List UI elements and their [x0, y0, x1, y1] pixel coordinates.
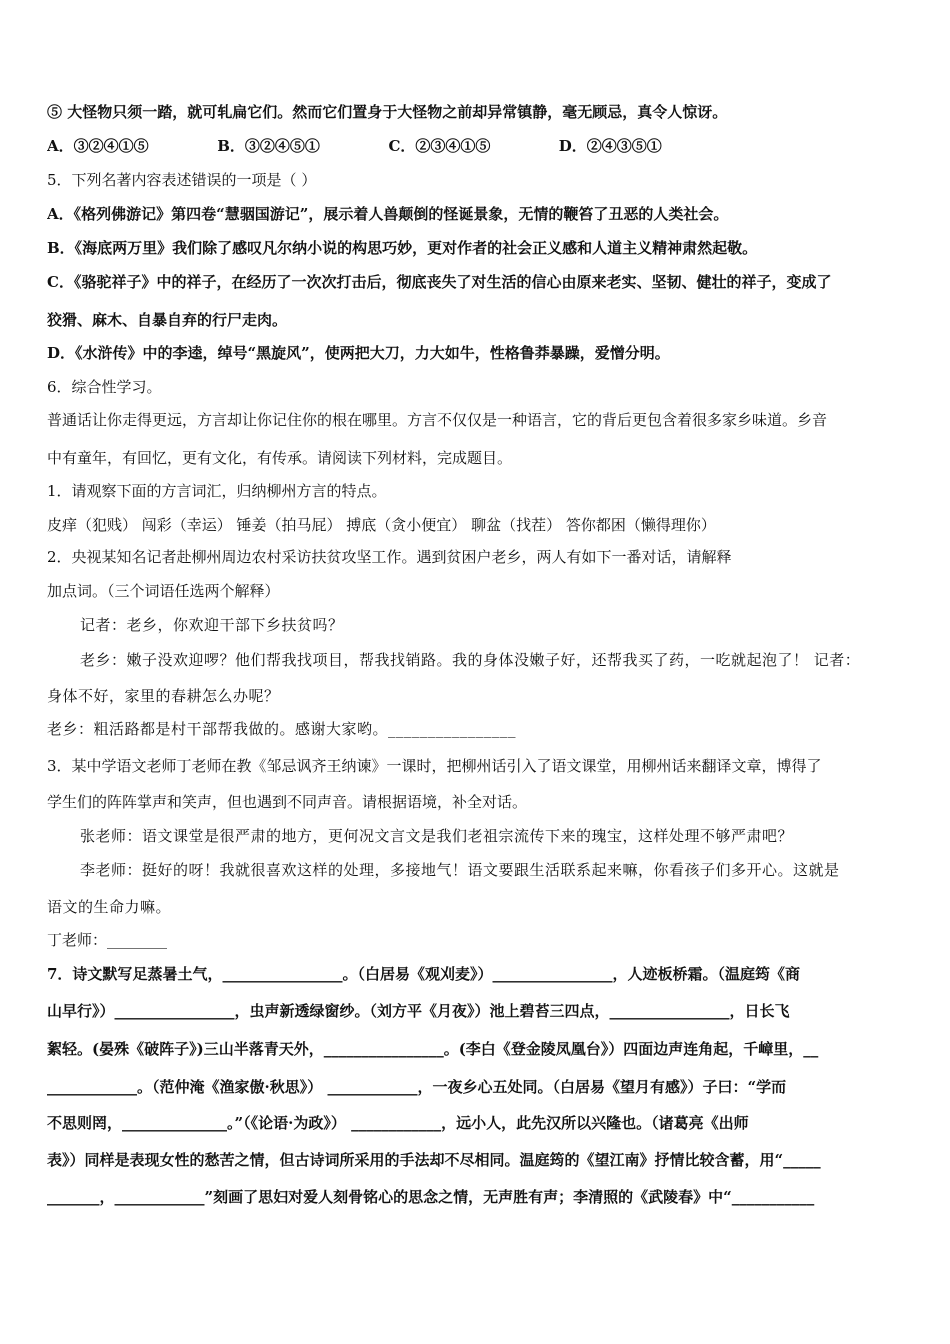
q5-stem: 5．下列名著内容表述错误的一项是（ ）: [47, 171, 317, 189]
q5-option-c-line2: 狡猾、麻木、自暴自弃的行尸走肉。: [47, 311, 288, 329]
q7-line6: 表》）同样是表现女性的愁苦之情，但古诗词所采用的手法却不尽相同。温庭筠的《望江南》抒情比较含蓄，用“_____: [47, 1151, 821, 1169]
dialogue-teacher-li-line2: 语文的生命力嘛。: [47, 898, 172, 916]
q4-option-a: A．③②④①⑤: [47, 137, 149, 155]
dialogue-villager-1: 老乡：嫩子没欢迎啰？他们帮我找项目，帮我找销路。我的身体没嫩子好，还帮我买了药，一吃就起泡了！ 记者：: [80, 651, 861, 669]
dialogue-villager-2: 老乡：粗活路都是村干部帮我做的。感谢大家哟。________________: [47, 720, 517, 738]
dialogue-teacher-zhang: 张老师：语文课堂是很严肃的地方，更何况文言文是我们老祖宗流传下来的瑰宝，这样处理不够严肃吧？: [80, 827, 794, 845]
q7-line7: _______，____________”刻画了思妇对爱人刻骨铭心的思念之情，无声胜有声；李清照的《武陵春》中“___________: [47, 1188, 815, 1206]
q4-option-b: B．③②④⑤①: [217, 137, 320, 155]
q6-sub1: 1．请观察下面的方言词汇，归纳柳州方言的特点。: [47, 482, 387, 500]
dialogue-reporter-2: 身体不好，家里的春耕怎么办呢？: [47, 687, 280, 705]
q6-sub2-line2: 加点词。（三个词语任选两个解释）: [47, 582, 280, 600]
q7-line1: 7．诗文默写足蒸暑土气，________________。（白居易《观刈麦》）________________，人迹板桥霜。（温庭筠《商: [47, 965, 800, 983]
dialogue-teacher-ding: 丁老师：________: [47, 931, 168, 949]
q4-option-d: D．②④③⑤①: [558, 137, 662, 155]
q4-line-5: ⑤ 大怪物只须一踏，就可轧扁它们。然而它们置身于大怪物之前却异常镇静，毫无顾忌，真令人惊讶。: [47, 103, 728, 121]
q6-stem: 6．综合性学习。: [47, 378, 162, 396]
dialogue-teacher-li-line1: 李老师：挺好的呀！我就很喜欢这样的处理，多接地气！语文要跟生活联系起来嘛，你看孩子们多开心。这就是: [80, 861, 840, 879]
q6-intro-line2: 中有童年，有回忆，更有文化，有传承。请阅读下列材料，完成题目。: [47, 449, 513, 467]
q4-option-c: C．②③④①⑤: [388, 137, 491, 155]
q5-option-a: A．《格列佛游记》第四卷“慧骃国游记”，展示着人兽颠倒的怪诞景象，无情的鞭笞了丑恶的人类社会。: [47, 205, 729, 223]
q7-line2: 山早行》）________________，虫声新透绿窗纱。（刘方平《月夜》）池上碧苔三四点，________________，日长飞: [47, 1002, 790, 1020]
q6-sub3-line2: 学生们的阵阵掌声和笑声，但也遇到不同声音。请根据语境，补全对话。: [47, 793, 528, 811]
dialogue-reporter-1: 记者：老乡，你欢迎干部下乡扶贫吗？: [80, 616, 344, 634]
q5-option-d: D．《水浒传》中的李逵，绰号“黑旋风”，使两把大刀，力大如牛，性格鲁莽暴躁，爱憎分明。: [47, 344, 670, 362]
q7-line4: ____________。（范仲淹《渔家傲·秋思》） ____________，一夜乡心五处同。（白居易《望月有感》）子曰：“学而: [47, 1078, 787, 1096]
q5-option-c-line1: C．《骆驼祥子》中的祥子，在经历了一次次打击后，彻底丧失了对生活的信心由原来老实、坚韧、健壮的祥子，变成了: [47, 273, 832, 291]
q6-dialect-words: 皮痒（犯贱） 闯彩（幸运） 锤姜（拍马屁） 搏底（贪小便宜） 聊盆（找茬） 答你都困（懒得理你）: [47, 516, 716, 534]
q5-option-b: B．《海底两万里》我们除了感叹凡尔纳小说的构思巧妙，更对作者的社会正义感和人道主义精神肃然起敬。: [47, 239, 758, 257]
q6-sub3-line1: 3．某中学语文老师丁老师在教《邹忌讽齐王纳谏》一课时，把柳州话引入了语文课堂，用柳州话来翻译文章，博得了: [47, 757, 822, 775]
q7-line5: 不思则罔，______________。”（《论语·为政》） ____________，远小人，此先汉所以兴隆也。（诸葛亮《出师: [47, 1114, 749, 1132]
q6-sub2-line1: 2．央视某知名记者赴柳州周边农村采访扶贫攻坚工作。遇到贫困户老乡，两人有如下一番对话，请解释: [47, 548, 732, 566]
q4-options: [47, 136, 906, 156]
q7-line3: 絮轻。(晏殊《破阵子》)三山半落青天外，________________。(李白《登金陵凤凰台》）四面边声连角起，千嶂里，__: [47, 1040, 819, 1058]
q6-intro-line1: 普通话让你走得更远，方言却让你记住你的根在哪里。方言不仅仅是一种语言，它的背后更包含着很多家乡味道。乡音: [47, 411, 828, 429]
